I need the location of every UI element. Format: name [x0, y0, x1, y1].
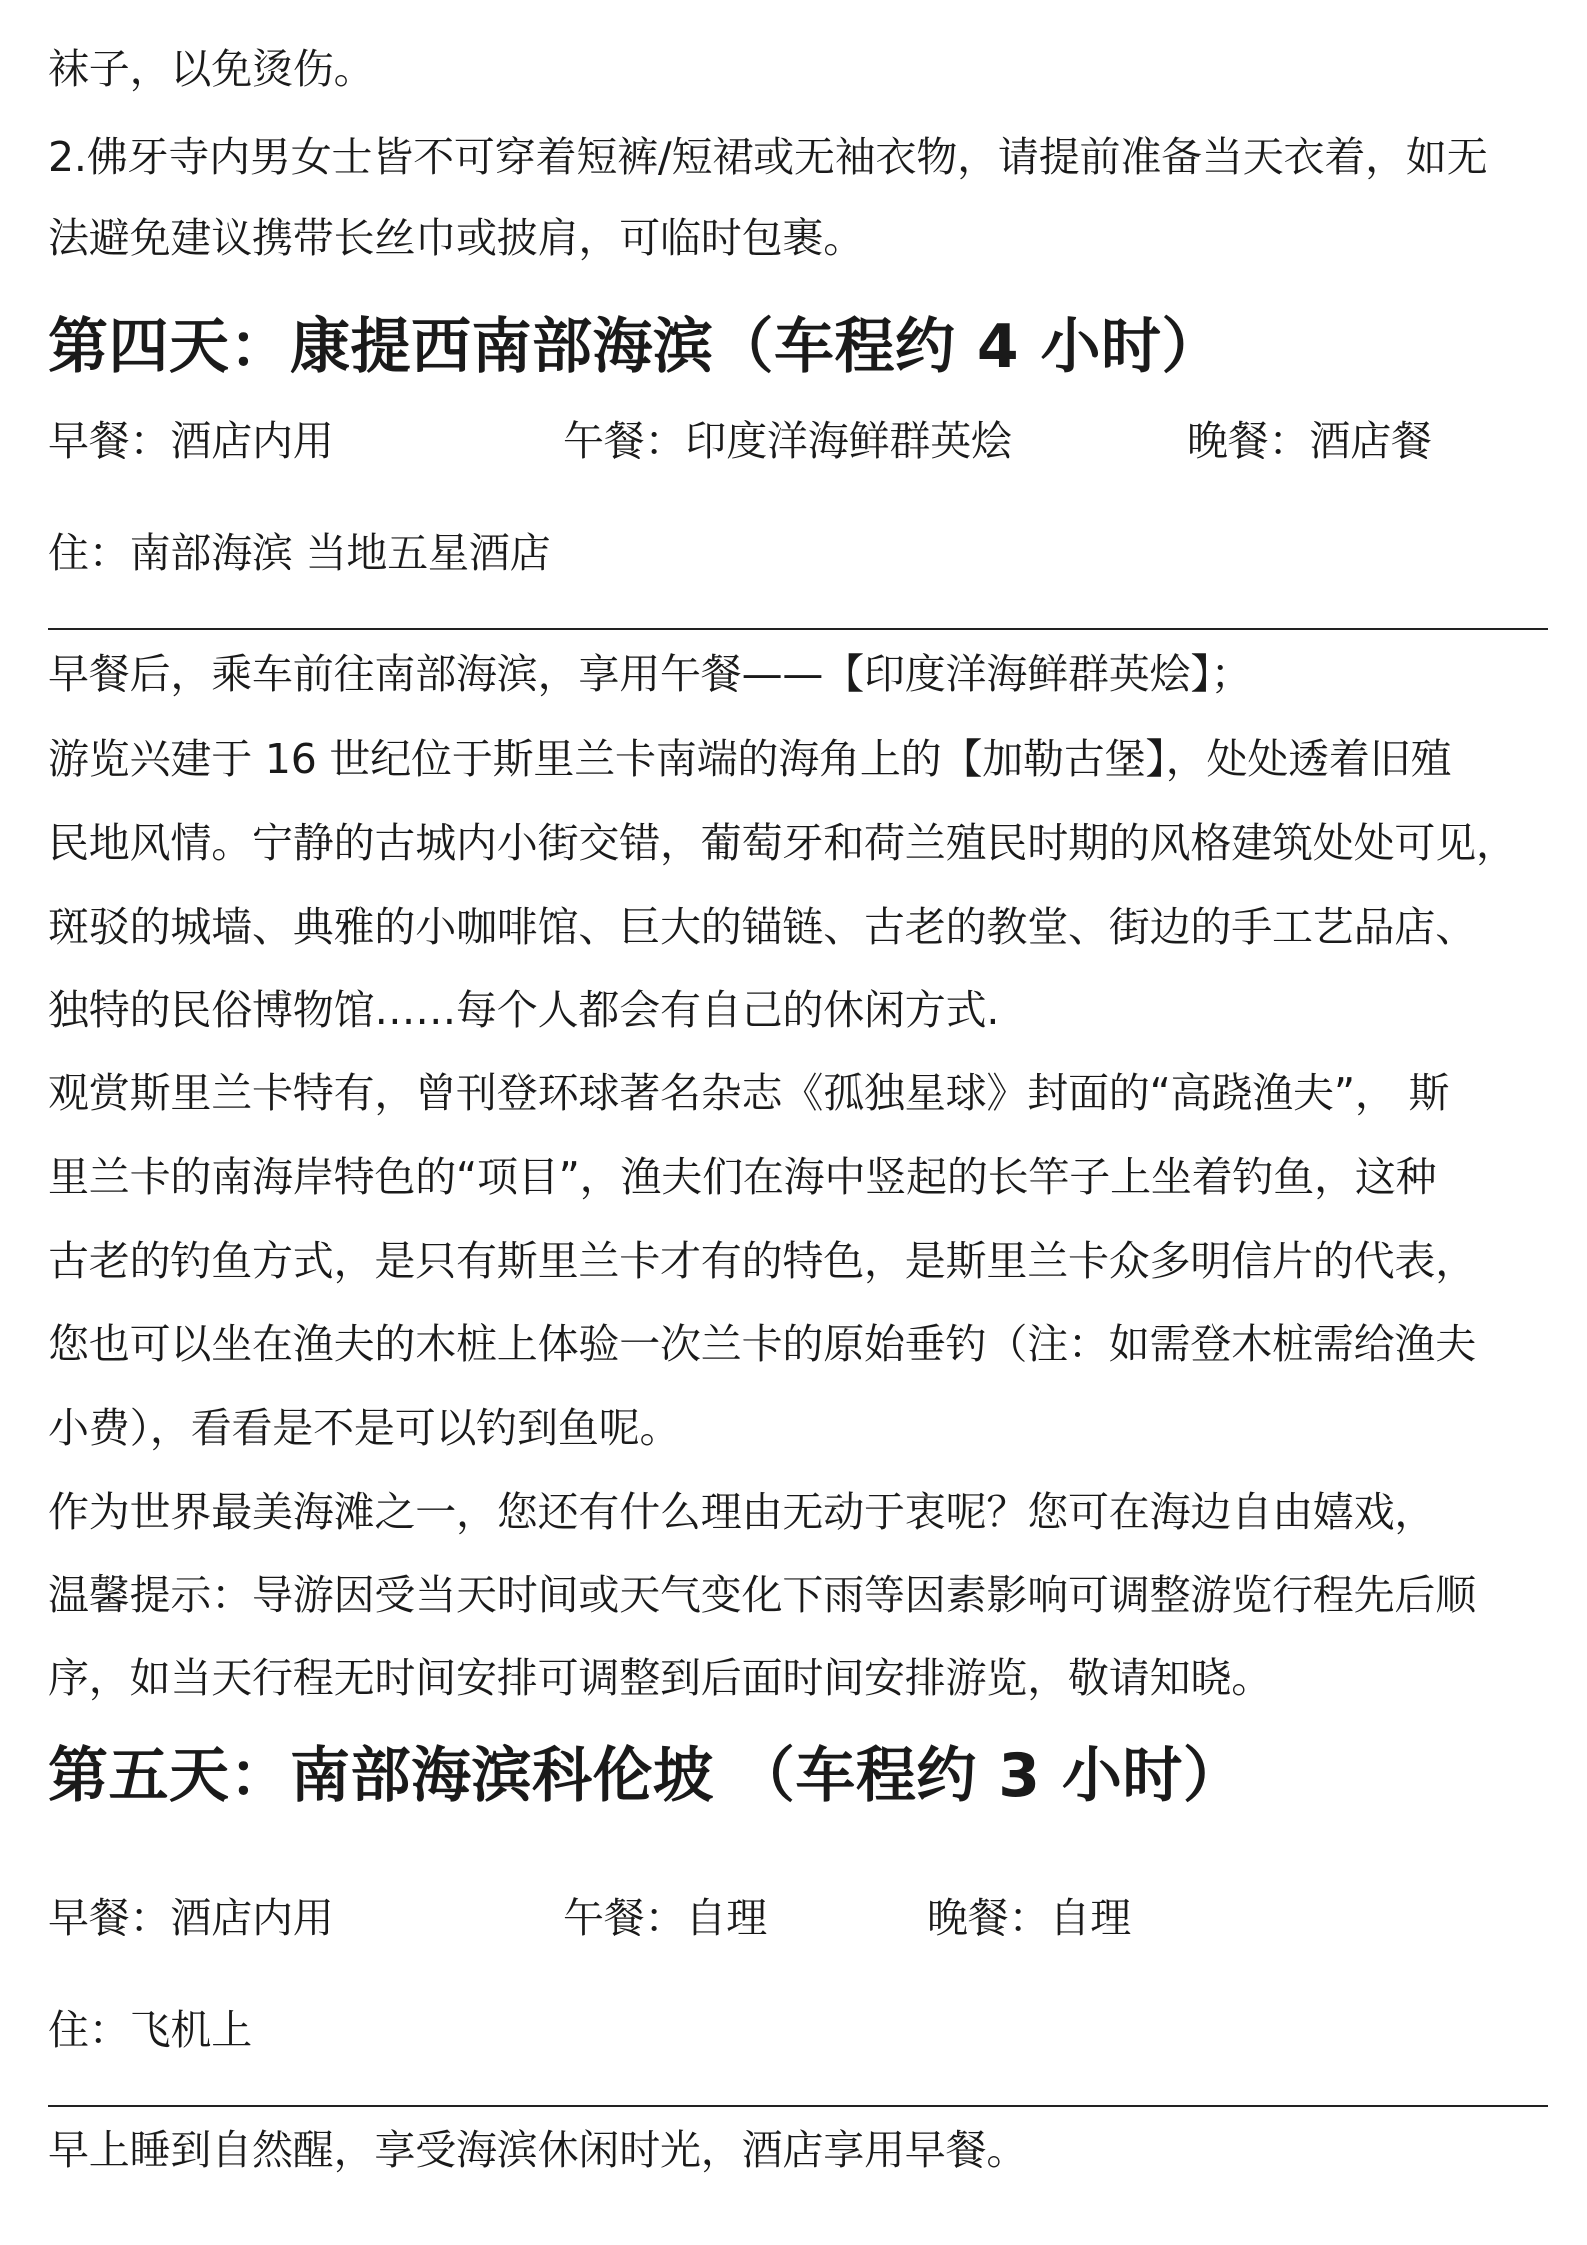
- divider-line: [48, 2105, 1548, 2107]
- day4-body-line: 作为世界最美海滩之一，您还有什么理由无动于衷呢？您可在海边自由嬉戏，: [48, 1488, 1436, 1536]
- day4-body-line: 民地风情。宁静的古城内小街交错，葡萄牙和荷兰殖民时期的风格建筑处处可见，: [48, 819, 1517, 867]
- day5-body-line: 早上睡到自然醒，享受海滨休闲时光，酒店享用早餐。: [48, 2126, 1028, 2174]
- day5-title: 第五天：南部海滨科伦坡 （车程约 3 小时）: [48, 1741, 1244, 1811]
- day5-lunch: 午餐：自理: [563, 1894, 767, 1942]
- day5-dinner: 晚餐：自理: [927, 1894, 1131, 1942]
- intro-line: 法避免建议携带长丝巾或披肩，可临时包裹。: [48, 214, 864, 262]
- day4-body-line: 您也可以坐在渔夫的木桩上体验一次兰卡的原始垂钓（注：如需登木桩需给渔夫: [48, 1320, 1476, 1368]
- day5-breakfast: 早餐：酒店内用: [48, 1894, 334, 1942]
- divider-line: [48, 628, 1548, 630]
- intro-line: 袜子，以免烫伤。: [48, 45, 375, 93]
- day4-body-line: 斑驳的城墙、典雅的小咖啡馆、巨大的锚链、古老的教堂、街边的手工艺品店、: [48, 903, 1476, 951]
- day5-stay: 住：飞机上: [48, 2006, 252, 2054]
- day4-body-line: 游览兴建于 16 世纪位于斯里兰卡南端的海角上的【加勒古堡】，处处透着旧殖: [48, 735, 1452, 783]
- day4-body-line: 独特的民俗博物馆……每个人都会有自己的休闲方式.: [48, 986, 1000, 1034]
- intro-line: 2.佛牙寺内男女士皆不可穿着短裤/短裙或无袖衣物，请提前准备当天衣着，如无: [48, 133, 1488, 181]
- day4-breakfast: 早餐：酒店内用: [48, 417, 334, 465]
- day4-dinner: 晚餐：酒店餐: [1187, 417, 1432, 465]
- day4-body-line: 早餐后，乘车前往南部海滨，享用午餐——【印度洋海鲜群英烩】；: [48, 650, 1252, 698]
- day4-stay: 住：南部海滨 当地五星酒店: [48, 529, 551, 577]
- day4-body-line: 古老的钓鱼方式，是只有斯里兰卡才有的特色，是斯里兰卡众多明信片的代表，: [48, 1237, 1476, 1285]
- day4-body-line: 温馨提示：导游因受当天时间或天气变化下雨等因素影响可调整游览行程先后顺: [48, 1571, 1476, 1619]
- day4-body-line: 小费），看看是不是可以钓到鱼呢。: [48, 1404, 681, 1452]
- day4-body-line: 序，如当天行程无时间安排可调整到后面时间安排游览，敬请知晓。: [48, 1654, 1272, 1702]
- day4-lunch: 午餐：印度洋海鲜群英烩: [563, 417, 1012, 465]
- day4-title: 第四天：康提西南部海滨（车程约 4 小时）: [48, 312, 1223, 382]
- day4-body-line: 里兰卡的南海岸特色的“项目”，渔夫们在海中竖起的长竿子上坐着钓鱼，这种: [48, 1153, 1437, 1201]
- day4-body-line: 观赏斯里兰卡特有，曾刊登环球著名杂志《孤独星球》封面的“高跷渔夫”， 斯: [48, 1069, 1450, 1117]
